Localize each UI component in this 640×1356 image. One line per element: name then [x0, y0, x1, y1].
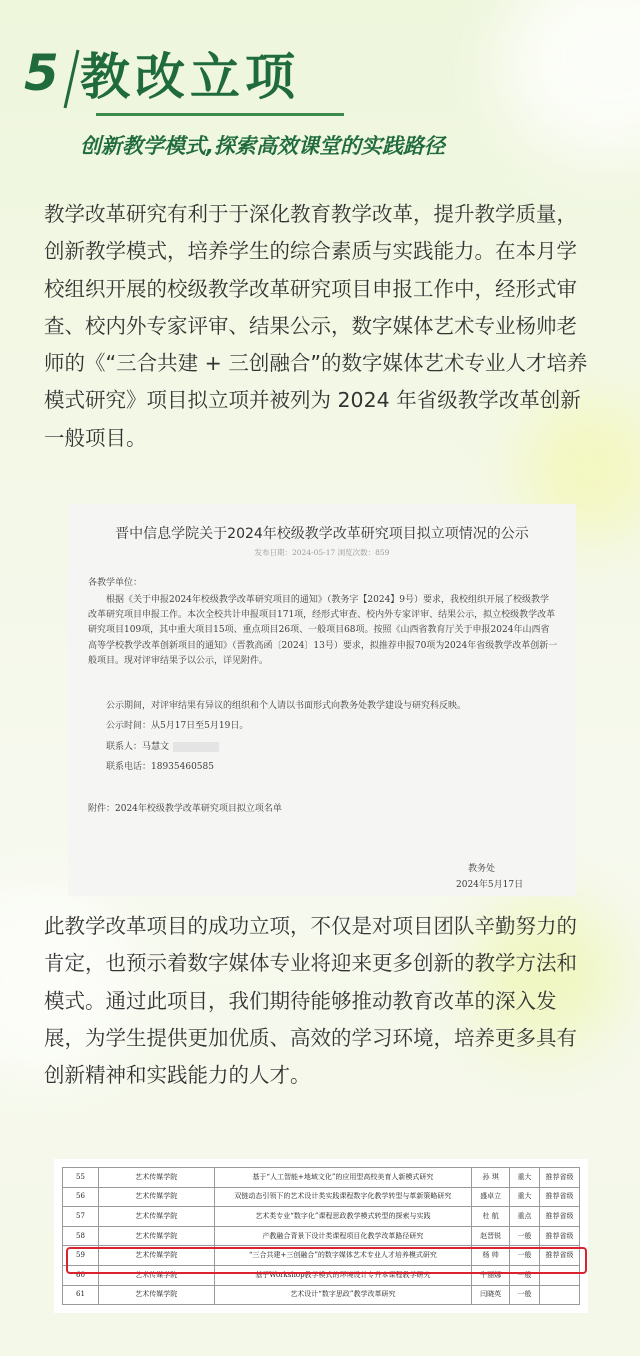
- slash-decoration-icon: [62, 48, 82, 110]
- cell-no: 59: [63, 1246, 99, 1266]
- notice-attachment: 附件：2024年校级教学改革研究项目拟立项名单: [88, 804, 282, 814]
- cell-no: 55: [63, 1168, 99, 1188]
- notice-title: 晋中信息学院关于2024年校级教学改革研究项目拟立项情况的公示: [115, 526, 529, 542]
- cell-college: 艺术传媒学院: [98, 1187, 214, 1207]
- notice-date: 2024年5月17日: [456, 880, 524, 890]
- cell-title: “三合共建+三创融合”的数字媒体艺术专业人才培养模式研究: [214, 1246, 471, 1266]
- intro-paragraph: 教学改革研究有利于于深化教育教学改革，提升教学质量，创新教学模式，培养学生的综合素质与实践能力。在本月学校组织开展的校级教学改革研究项目申报工作中，经形式审查、校内外专家评审、结果公示，数字媒体艺术专业杨帅老师的《“三合共建 + 三创融合”的数字媒体艺术专业人才培养模式研究》项目拟立项并被列为 2024 年省级教学改革创新一般项目。: [44, 202, 588, 450]
- cell-college: 艺术传媒学院: [98, 1207, 214, 1227]
- notice-screenshot: [68, 504, 576, 896]
- table-row: [63, 1285, 580, 1305]
- cell-recommend: 推荐省级: [540, 1207, 580, 1227]
- notice-department: 教务处: [468, 864, 496, 874]
- cell-college: 艺术传媒学院: [98, 1285, 214, 1305]
- cell-college: 艺术传媒学院: [98, 1265, 214, 1285]
- cell-no: 60: [63, 1265, 99, 1285]
- cell-leader: 盛卓立: [472, 1187, 510, 1207]
- cell-level: 一般: [510, 1226, 540, 1246]
- cell-no: 61: [63, 1285, 99, 1305]
- table-row: [63, 1187, 580, 1207]
- cell-leader: 牛丽娜: [472, 1265, 510, 1285]
- cell-title: 基于Workshop教学模式的环境设计专升本课程教学研究: [214, 1265, 471, 1285]
- cell-no: 58: [63, 1226, 99, 1246]
- cell-title: 基于“人工智能+地域文化”的应用型高校美育人新模式研究: [214, 1168, 471, 1188]
- cell-level: 重大: [510, 1168, 540, 1188]
- cell-recommend: [540, 1285, 580, 1305]
- cell-no: 57: [63, 1207, 99, 1227]
- cell-recommend: 推荐省级: [540, 1226, 580, 1246]
- cell-college: 艺术传媒学院: [98, 1226, 214, 1246]
- title-underline: [96, 113, 344, 116]
- redacted-block: [173, 742, 219, 752]
- highlight-box: [66, 1247, 587, 1274]
- cell-level: 一般: [510, 1285, 540, 1305]
- project-table: [62, 1167, 580, 1305]
- cell-level: 重大: [510, 1187, 540, 1207]
- cell-leader: 闫晓英: [472, 1285, 510, 1305]
- notice-meta: 发布日期：2024-05-17 浏览次数：859: [254, 548, 390, 557]
- cell-title: 产教融合背景下设计类课程项目化教学改革路径研究: [214, 1226, 471, 1246]
- cell-college: 艺术传媒学院: [98, 1168, 214, 1188]
- section-subtitle: 创新教学模式,探索高效课堂的实践路径: [80, 134, 445, 158]
- closing-paragraph: 此教学改革项目的成功立项，不仅是对项目团队辛勤努力的肯定，也预示着数字媒体专业将迎来更多创新的教学方法和模式。通过此项目，我们期待能够推动教育改革的深入发展，为学生提供更加优质、高效的学习环境，培养更多具有创新精神和实践能力的人才。: [44, 914, 577, 1088]
- cell-leader: 赵晋锐: [472, 1226, 510, 1246]
- notice-contact: [106, 740, 219, 754]
- table-row: [63, 1226, 580, 1246]
- table-row: [63, 1168, 580, 1188]
- notice-phone: 联系电话：18935460585: [106, 762, 214, 772]
- cell-level: 重点: [510, 1207, 540, 1227]
- section-header: [24, 40, 444, 120]
- cell-leader: 杜 航: [472, 1207, 510, 1227]
- section-title: 教改立项: [80, 48, 300, 106]
- cell-college: 艺术传媒学院: [98, 1246, 214, 1266]
- notice-body: 根据《关于申报2024年校级教学改革研究项目的通知》（教务字【2024】9号）要求，我校组织开展了校级教学改革研究项目申报工作。本次全校共计申报项目171项，经形式审查、校内外专家评审、结果公示，拟立校级教学改革研究项目109项，其中重大项目15项、重点项目26项、一般项目68项。按照《山西省教育厅关于申报2024年山西省高等学校教学改革创新项目的通知》（晋教高函〔2024〕13号）要求，拟推荐申报70项为2024年省级教学改革创新一般项目。现对评审结果予以公示，详见附件。: [88, 595, 558, 666]
- cell-level: 一般: [510, 1246, 540, 1266]
- cell-title: 艺术类专业“数字化”课程思政教学模式转型的探索与实践: [214, 1207, 471, 1227]
- cell-leader: 孙 琪: [472, 1168, 510, 1188]
- cell-leader: 杨 帅: [472, 1246, 510, 1266]
- cell-level: 一般: [510, 1265, 540, 1285]
- notice-period-line: 公示时间：从5月17日至5月19日。: [106, 721, 249, 731]
- notice-objection-line: 公示期间，对评审结果有异议的组织和个人请以书面形式向教务处教学建设与研究科反映。: [106, 701, 467, 711]
- cell-recommend: 推荐省级: [540, 1246, 580, 1266]
- project-list-screenshot: [54, 1159, 588, 1313]
- cell-recommend: 推荐省级: [540, 1168, 580, 1188]
- section-number: 5: [24, 44, 59, 102]
- cell-title: 双链动态引领下的艺术设计类实践课程数字化教学转型与革新策略研究: [214, 1187, 471, 1207]
- cell-no: 56: [63, 1187, 99, 1207]
- cell-recommend: 推荐省级: [540, 1187, 580, 1207]
- notice-salutation: 各教学单位：: [88, 578, 143, 588]
- cell-title: 艺术设计“数字思政”教学改革研究: [214, 1285, 471, 1305]
- notice-contact-label: 联系人：马慧文: [106, 742, 170, 752]
- table-row: [63, 1207, 580, 1227]
